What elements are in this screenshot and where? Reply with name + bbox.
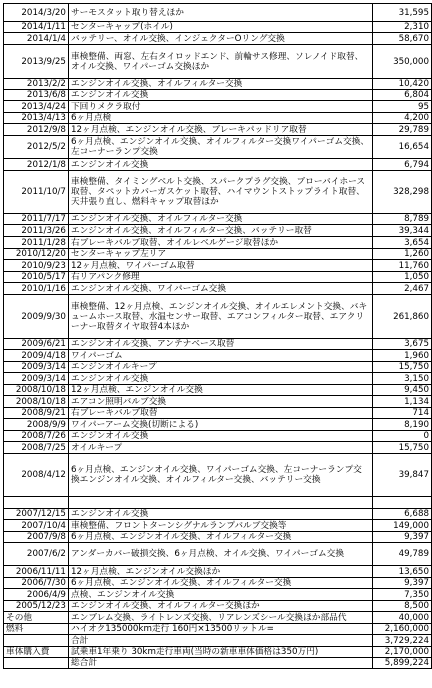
date-cell: 2014/3/20 (4, 4, 69, 22)
table-row (4, 578, 432, 589)
table-row (4, 543, 432, 566)
content-cell: エンジンオイル交換、オイルフィルター交換ほか (68, 601, 372, 612)
table-row (4, 520, 432, 532)
table-row (4, 4, 432, 22)
price-cell: 15,750 (373, 362, 432, 373)
table-row (4, 214, 432, 225)
table-row (4, 260, 432, 272)
price-cell: 1,134 (373, 396, 432, 408)
date-cell (4, 497, 69, 509)
price-cell: 2,160,000 (373, 624, 432, 635)
table-row (4, 90, 432, 101)
price-cell: 4,200 (373, 113, 432, 124)
price-cell: 261,860 (373, 295, 432, 339)
summary-row (4, 612, 432, 624)
maintenance-rows (4, 4, 432, 612)
price-cell: 149,000 (373, 520, 432, 532)
date-cell: 2007/10/4 (4, 520, 69, 532)
content-cell: センターキャップ左リア (68, 249, 372, 260)
price-cell: 10,420 (373, 79, 432, 90)
price-cell: 39,847 (373, 454, 432, 497)
price-cell: 95 (373, 101, 432, 113)
price-cell: 16,654 (373, 136, 432, 159)
date-cell: 2007/9/8 (4, 532, 69, 543)
price-cell: 3,729,224 (373, 635, 432, 647)
date-cell: 2011/1/28 (4, 237, 69, 249)
table-row (4, 101, 432, 113)
content-cell: エンジンオイル交換 (68, 431, 372, 442)
price-cell: 58,670 (373, 33, 432, 45)
date-cell: 2011/3/26 (4, 225, 69, 237)
table-row (4, 272, 432, 283)
date-cell: 2009/6/21 (4, 339, 69, 350)
content-cell: ワイパーゴム (68, 350, 372, 362)
date-cell: 2012/1/8 (4, 159, 69, 171)
date-cell: 2010/12/20 (4, 249, 69, 260)
table-row (4, 237, 432, 249)
content-cell: 車検整備、12ヶ月点検、エンジンオイル交換、オイルエレメント交換、バキュームホース取替、水温センサー取替、エアコンフィルター取替、エアクリーナー取替タイヤ取替4本ほか (68, 295, 372, 339)
price-cell: 8,789 (373, 214, 432, 225)
price-cell: 31,595 (373, 4, 432, 22)
date-cell: 2006/4/9 (4, 589, 69, 601)
price-cell: 11,760 (373, 260, 432, 272)
content-cell: 右ブレーキバルブ取替、オイルレベルゲージ取替ほか (68, 237, 372, 249)
summary-row (4, 658, 432, 669)
table-row (4, 249, 432, 260)
summary-row (4, 647, 432, 658)
content-cell: サーモスタット取り替えほか (68, 4, 372, 22)
price-cell: 39,344 (373, 225, 432, 237)
content-cell: オイルキープ (68, 442, 372, 454)
table-row (4, 454, 432, 497)
table-row (4, 419, 432, 431)
price-cell: 8,190 (373, 419, 432, 431)
category-cell (4, 658, 69, 669)
date-cell: 2006/7/30 (4, 578, 69, 589)
price-cell: 2,310 (373, 22, 432, 33)
table-row (4, 601, 432, 612)
table-row (4, 33, 432, 45)
table-row (4, 509, 432, 520)
price-cell: 49,789 (373, 543, 432, 566)
maintenance-cost-table (3, 3, 432, 669)
content-cell: エンジンオイル交換 (68, 159, 372, 171)
date-cell: 2014/1/11 (4, 22, 69, 33)
table-row (4, 295, 432, 339)
date-cell: 2011/10/7 (4, 171, 69, 214)
content-cell: エンジンオイル交換、ワイパーゴム交換 (68, 283, 372, 295)
content-cell: エアコン照明バルブ交換 (68, 396, 372, 408)
table-row (4, 136, 432, 159)
category-cell: その他 (4, 612, 69, 624)
content-cell: 12ヶ月点検、エンジンオイル交換ほか (68, 566, 372, 578)
table-row (4, 45, 432, 79)
price-cell: 1,960 (373, 350, 432, 362)
table-row (4, 22, 432, 33)
price-cell: 8,500 (373, 601, 432, 612)
table-row (4, 373, 432, 385)
content-cell (68, 497, 372, 509)
content-cell: ワイパーアーム交換(切断による) (68, 419, 372, 431)
date-cell: 2008/9/9 (4, 419, 69, 431)
summary-row (4, 624, 432, 635)
content-cell: 6ヶ月点検、エンジンオイル交換、オイルフィルター交換ワイパーゴム交換、左コーナーランプ交換 (68, 136, 372, 159)
price-cell: 9,450 (373, 385, 432, 396)
content-cell: エンジンオイル交換 (68, 90, 372, 101)
summary-row (4, 635, 432, 647)
price-cell: 3,654 (373, 237, 432, 249)
content-cell: エンジンオイル交換 (68, 373, 372, 385)
table-row (4, 408, 432, 419)
price-cell: 9,397 (373, 532, 432, 543)
table-row (4, 362, 432, 373)
content-cell: エンジンオイル交換、オイルフィルター交換 (68, 79, 372, 90)
table-row (4, 385, 432, 396)
price-cell (373, 497, 432, 509)
date-cell: 2008/7/25 (4, 442, 69, 454)
content-cell: 試乗車1年乗り 30km走行車両(当時の新車車体価格は350万円) (68, 647, 372, 658)
date-cell: 2014/1/4 (4, 33, 69, 45)
table-row (4, 350, 432, 362)
summary-rows (4, 612, 432, 669)
content-cell: 6ヶ月点検 (68, 113, 372, 124)
date-cell: 2013/2/2 (4, 79, 69, 90)
table-row (4, 124, 432, 136)
content-cell: エンブレム交換、ライトレンズ交換、リアレンズシール交換ほか部品代 (68, 612, 372, 624)
price-cell: 6,688 (373, 509, 432, 520)
table-row (4, 431, 432, 442)
price-cell: 2,467 (373, 283, 432, 295)
date-cell: 2010/9/23 (4, 260, 69, 272)
category-cell: 車体購入費 (4, 647, 69, 658)
content-cell: バッテリー、オイル交換、インジェクターOリング交換 (68, 33, 372, 45)
content-cell: センターキャップ(ホイル) (68, 22, 372, 33)
table-row (4, 589, 432, 601)
date-cell: 2009/9/30 (4, 295, 69, 339)
table-row (4, 225, 432, 237)
content-cell: エンジンオイル交換、オイルフィルター交換、バッテリー取替 (68, 225, 372, 237)
content-cell: 合計 (68, 635, 372, 647)
content-cell: 右リアパンク修理 (68, 272, 372, 283)
content-cell: 下回りメクラ取付 (68, 101, 372, 113)
content-cell: アンダーカバー破損交換、6ヶ月点検、オイル交換、ワイパーゴム交換 (68, 543, 372, 566)
table-row (4, 159, 432, 171)
content-cell: 12ヶ月点検、ワイパーゴム取替 (68, 260, 372, 272)
content-cell: 6ヶ月点検、エンジンオイル交換、オイルフィルター交換 (68, 532, 372, 543)
price-cell: 328,298 (373, 171, 432, 214)
table-row (4, 171, 432, 214)
table-row (4, 532, 432, 543)
date-cell: 2012/5/2 (4, 136, 69, 159)
date-cell: 2007/6/2 (4, 543, 69, 566)
price-cell: 9,397 (373, 578, 432, 589)
category-cell: 燃料 (4, 624, 69, 635)
price-cell: 350,000 (373, 45, 432, 79)
price-cell: 1,260 (373, 249, 432, 260)
date-cell: 2013/9/25 (4, 45, 69, 79)
content-cell: 車検整備、タイミングベルト交換、スパークプラグ交換、ブローバイホース取替、タペットカバーガスケット取替、ハイマウントストップライト取替、天井張り直し、燃料キャップ取替ほか (68, 171, 372, 214)
date-cell: 2006/11/11 (4, 566, 69, 578)
table-row (4, 339, 432, 350)
price-cell: 29,789 (373, 124, 432, 136)
table-row (4, 442, 432, 454)
content-cell: エンジンオイル交換、オイルフィルター交換 (68, 214, 372, 225)
date-cell: 2012/9/8 (4, 124, 69, 136)
price-cell: 5,899,224 (373, 658, 432, 669)
content-cell: ハイオク135000km走行 160円×13500リットル= (68, 624, 372, 635)
content-cell: 6ヶ月点検、エンジンオイル交換、オイルフィルター交換 (68, 578, 372, 589)
price-cell: 0 (373, 431, 432, 442)
content-cell: 右ブレーキバルブ取替 (68, 408, 372, 419)
date-cell: 2013/4/13 (4, 113, 69, 124)
price-cell: 6,794 (373, 159, 432, 171)
content-cell: 6ヶ月点検、エンジンオイル交換、ワイパーゴム交換、左コーナーランプ交換エンジンオイル交換、オイルフィルター交換、バッテリー交換 (68, 454, 372, 497)
price-cell: 40,000 (373, 612, 432, 624)
table-row (4, 113, 432, 124)
date-cell: 2011/7/17 (4, 214, 69, 225)
date-cell: 2005/12/23 (4, 601, 69, 612)
price-cell: 714 (373, 408, 432, 419)
price-cell: 13,650 (373, 566, 432, 578)
price-cell: 3,150 (373, 373, 432, 385)
content-cell: 点検、エンジンオイル交換 (68, 589, 372, 601)
content-cell: エンジンオイル交換 (68, 509, 372, 520)
content-cell: 車検整備、フロントターンシグナルランプバルブ交換等 (68, 520, 372, 532)
content-cell: 12ヶ月点検、エンジンオイル交換 (68, 385, 372, 396)
price-cell: 1,050 (373, 272, 432, 283)
date-cell: 2008/10/18 (4, 385, 69, 396)
date-cell: 2010/1/16 (4, 283, 69, 295)
content-cell: エンジンオイルキープ (68, 362, 372, 373)
date-cell: 2010/5/17 (4, 272, 69, 283)
price-cell: 2,170,000 (373, 647, 432, 658)
price-cell: 6,804 (373, 90, 432, 101)
price-cell: 15,750 (373, 442, 432, 454)
table-row (4, 566, 432, 578)
date-cell: 2013/6/8 (4, 90, 69, 101)
blank-row (4, 497, 432, 509)
content-cell: 総合計 (68, 658, 372, 669)
date-cell: 2008/7/26 (4, 431, 69, 442)
date-cell: 2009/3/14 (4, 373, 69, 385)
date-cell: 2009/4/18 (4, 350, 69, 362)
date-cell: 2013/4/24 (4, 101, 69, 113)
date-cell: 2009/3/14 (4, 362, 69, 373)
date-cell: 2007/12/15 (4, 509, 69, 520)
category-cell (4, 635, 69, 647)
date-cell: 2008/4/12 (4, 454, 69, 497)
content-cell: エンジンオイル交換、アンテナベース取替 (68, 339, 372, 350)
table-row (4, 79, 432, 90)
table-row (4, 283, 432, 295)
date-cell: 2008/10/18 (4, 396, 69, 408)
content-cell: 車検整備、両窓、左右タイロッドエンド、前輪サス修理、ソレノイド取替、オイル交換、ワイパーゴム交換ほか (68, 45, 372, 79)
date-cell: 2008/9/21 (4, 408, 69, 419)
price-cell: 7,350 (373, 589, 432, 601)
price-cell: 3,675 (373, 339, 432, 350)
table-row (4, 396, 432, 408)
content-cell: 12ヶ月点検、エンジンオイル交換、ブレーキパッドリア取替 (68, 124, 372, 136)
